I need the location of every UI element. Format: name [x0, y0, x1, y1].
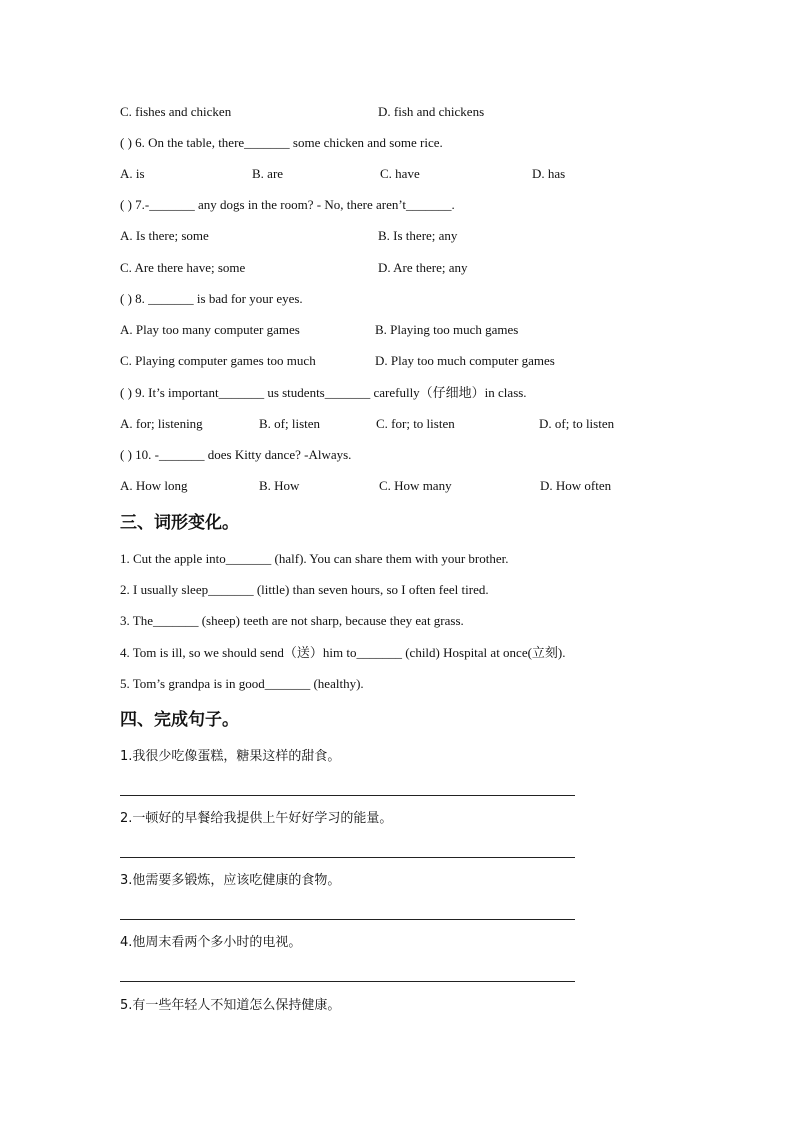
q7-option-d: D. Are there; any [378, 260, 468, 275]
answer-line-3[interactable] [120, 919, 575, 920]
q8-stem: ( ) 8. _______ is bad for your eyes. [120, 291, 303, 306]
q7-option-b: B. Is there; any [378, 228, 458, 243]
q9-option-a: A. for; listening [120, 416, 203, 431]
q5-option-d: D. fish and chickens [378, 104, 485, 119]
section-3-item-5: 5. Tom’s grandpa is in good_______ (healthy). [120, 676, 364, 691]
q7-stem: ( ) 7.-_______ any dogs in the room? - No, there aren’t_______. [120, 197, 455, 212]
section-3-item-1: 1. Cut the apple into_______ (half). You can share them with your brother. [120, 551, 509, 566]
q6-option-b: B. are [252, 166, 284, 181]
answer-line-2[interactable] [120, 857, 575, 858]
section-4-item-2: 2.一顿好的早餐给我提供上午好好学习的能量。 [120, 811, 393, 826]
q6-option-d: D. has [532, 166, 566, 181]
q10-option-a: A. How long [120, 478, 188, 493]
section-3-item-4: 4. Tom is ill, so we should send（送）him to_______ (child) Hospital at once(立刻). [120, 645, 566, 660]
q8-option-b: B. Playing too much games [375, 322, 519, 337]
q10-option-b: B. How [259, 478, 300, 493]
answer-line-4[interactable] [120, 981, 575, 982]
q10-stem: ( ) 10. -_______ does Kitty dance? -Always. [120, 447, 352, 462]
q6-option-a: A. is [120, 166, 145, 181]
section-3-item-3: 3. The_______ (sheep) teeth are not sharp, because they eat grass. [120, 613, 464, 628]
q7-option-c: C. Are there have; some [120, 260, 246, 275]
q9-option-d: D. of; to listen [539, 416, 615, 431]
q6-stem: ( ) 6. On the table, there_______ some chicken and some rice. [120, 135, 443, 150]
section-4-item-5: 5.有一些年轻人不知道怎么保持健康。 [120, 998, 341, 1013]
q10-option-d: D. How often [540, 478, 612, 493]
q9-option-c: C. for; to listen [376, 416, 455, 431]
section-3-heading: 三、词形变化。 [120, 513, 239, 533]
q7-option-a: A. Is there; some [120, 228, 209, 243]
q9-option-b: B. of; listen [259, 416, 321, 431]
section-4-item-3: 3.他需要多锻炼，应该吃健康的食物。 [120, 873, 341, 888]
q10-option-c: C. How many [379, 478, 452, 493]
section-4-heading: 四、完成句子。 [120, 710, 239, 730]
q8-option-a: A. Play too many computer games [120, 322, 300, 337]
section-4-item-4: 4.他周末看两个多小时的电视。 [120, 935, 302, 950]
q6-option-c: C. have [380, 166, 420, 181]
section-3-item-2: 2. I usually sleep_______ (little) than seven hours, so I often feel tired. [120, 582, 489, 597]
q8-option-c: C. Playing computer games too much [120, 353, 316, 368]
section-4-item-1: 1.我很少吃像蛋糕，糖果这样的甜食。 [120, 749, 341, 764]
answer-line-1[interactable] [120, 795, 575, 796]
q8-option-d: D. Play too much computer games [375, 353, 555, 368]
q9-stem: ( ) 9. It’s important_______ us students_______ carefully（仔细地）in class. [120, 385, 527, 400]
q5-option-c: C. fishes and chicken [120, 104, 232, 119]
